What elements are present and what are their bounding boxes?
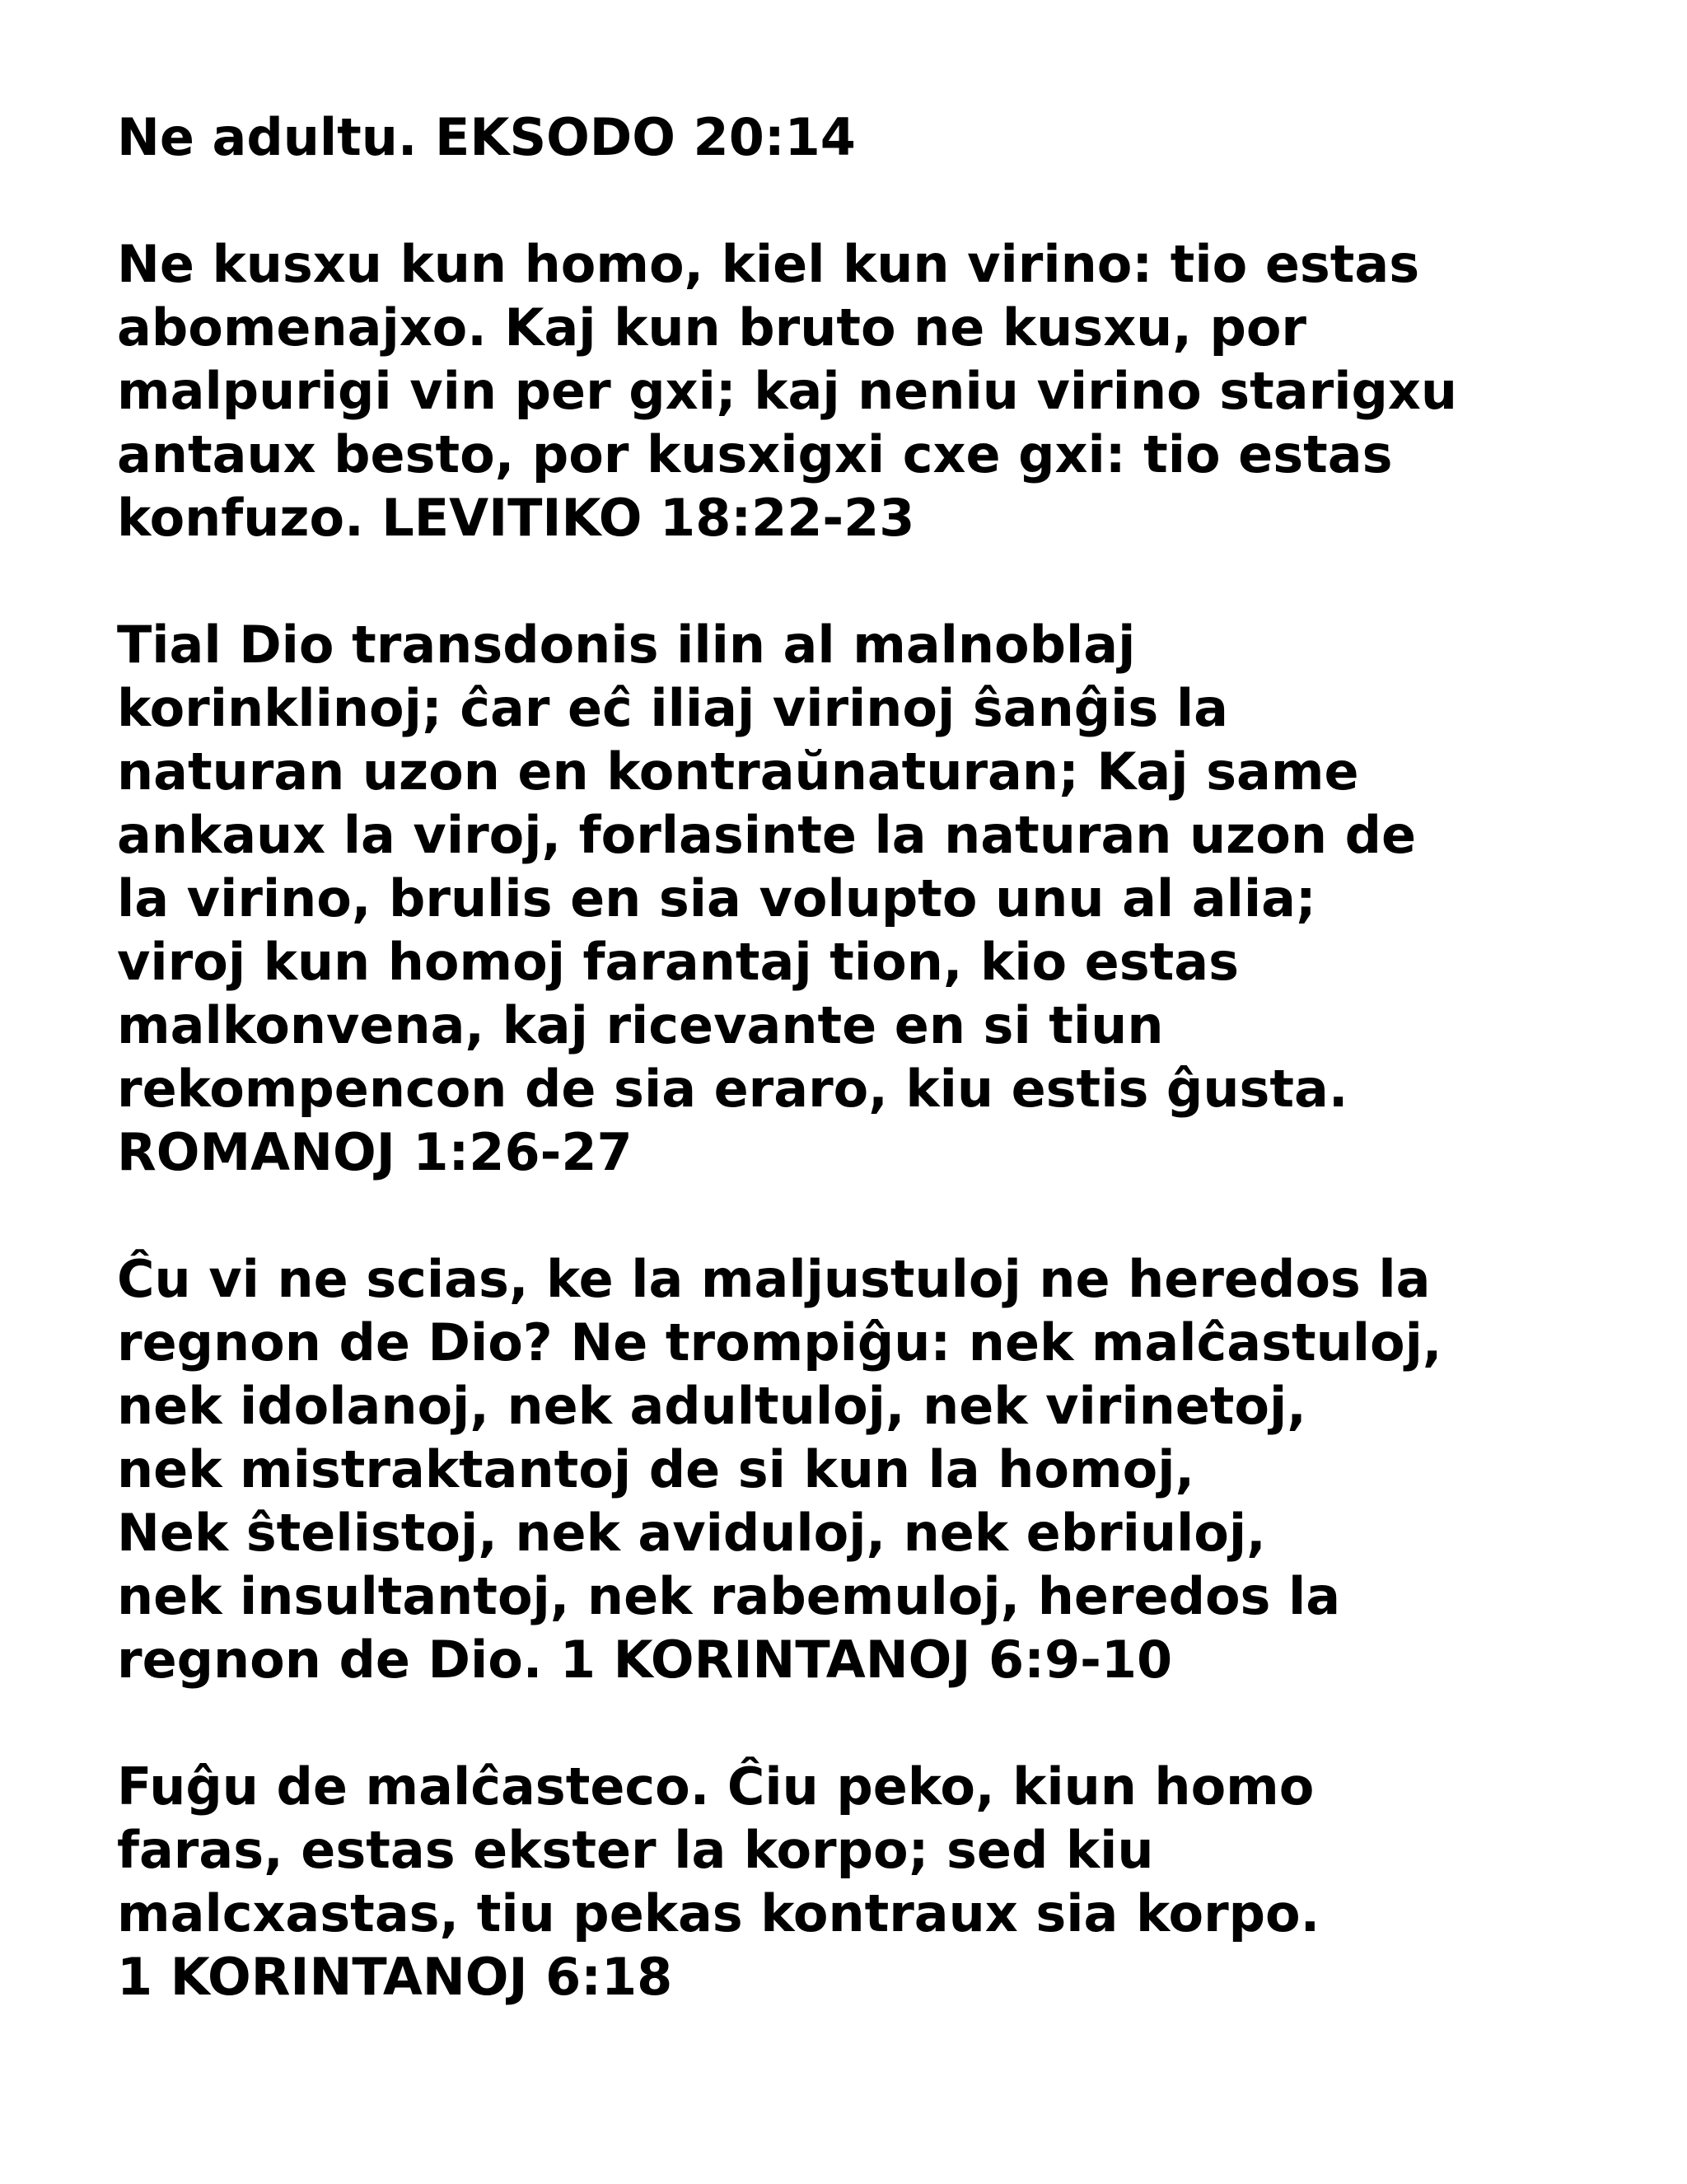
text-line: faras, estas ekster la korpo; sed kiu [117, 1820, 1154, 1880]
text-line: rekompencon de sia eraro, kiu estis ĝusta. [117, 1059, 1348, 1119]
text-line: abomenajxo. Kaj kun bruto ne kusxu, por [117, 297, 1307, 358]
text-line: Ne adultu. EKSODO 20:14 [117, 107, 856, 167]
text-line: nek mistraktantoj de si kun la homoj, [117, 1439, 1194, 1499]
text-line: viroj kun homoj farantaj tion, kio estas [117, 932, 1239, 992]
paragraph-romanoj [117, 613, 1649, 1184]
paragraph-korintanoj-6-18 [117, 1755, 1649, 2009]
paragraph-korintanoj-6-9 [117, 1247, 1649, 1691]
text-line: ROMANOJ 1:26-27 [117, 1122, 633, 1182]
text-line: la virino, brulis en sia volupto unu al alia; [117, 868, 1316, 928]
text-line: Tial Dio transdonis ilin al malnoblaj [117, 615, 1136, 675]
text-line: Ĉu vi ne scias, ke la maljustuloj ne heredos la [117, 1249, 1431, 1309]
text-line: korinklinoj; ĉar eĉ iliaj virinoj ŝanĝis la [117, 678, 1228, 738]
text-line: malcxastas, tiu pekas kontraux sia korpo. [117, 1883, 1320, 1943]
text-line: malkonvena, kaj ricevante en si tiun [117, 995, 1164, 1055]
document-page [117, 105, 1649, 2009]
paragraph-eksodo [117, 105, 1649, 169]
text-line: Nek ŝtelistoj, nek aviduloj, nek ebriuloj, [117, 1503, 1266, 1563]
text-line: nek idolanoj, nek adultuloj, nek virinetoj, [117, 1376, 1306, 1436]
text-line: naturan uzon en kontraŭnaturan; Kaj same [117, 741, 1359, 802]
text-line: nek insultantoj, nek rabemuloj, heredos la [117, 1566, 1341, 1626]
text-line: Ne kusxu kun homo, kiel kun virino: tio estas [117, 234, 1420, 294]
text-line: Fuĝu de malĉasteco. Ĉiu peko, kiun homo [117, 1756, 1315, 1817]
text-line: 1 KORINTANOJ 6:18 [117, 1947, 673, 2007]
text-line: regnon de Dio. 1 KORINTANOJ 6:9-10 [117, 1630, 1173, 1690]
text-line: antaux besto, por kusxigxi cxe gxi: tio estas [117, 424, 1393, 484]
text-line: regnon de Dio? Ne trompiĝu: nek malĉastuloj, [117, 1312, 1442, 1373]
text-line: konfuzo. LEVITIKO 18:22-23 [117, 488, 915, 548]
text-line: malpurigi vin per gxi; kaj neniu virino starigxu [117, 361, 1457, 421]
text-line: ankaux la viroj, forlasinte la naturan uzon de [117, 805, 1417, 865]
paragraph-levitiko [117, 232, 1649, 550]
